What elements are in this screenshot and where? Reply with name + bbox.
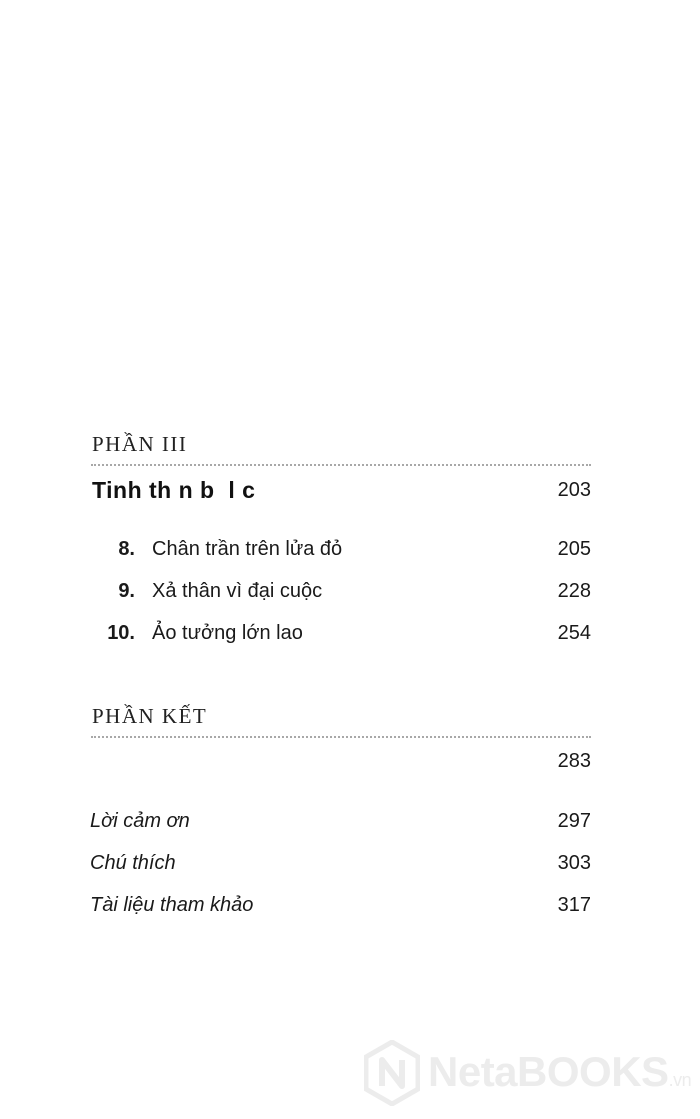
part-3-page-number: 203 [557, 479, 591, 501]
notes-page-number: 303 [557, 852, 591, 874]
watermark-text [428, 1048, 691, 1096]
notes-title: Chú thích [90, 852, 176, 874]
watermark [364, 1040, 694, 1110]
netabooks-logo-icon [364, 1040, 420, 1106]
part-end-divider [91, 736, 591, 738]
acknowledgements-page-number: 297 [557, 810, 591, 832]
watermark-brand: NetaBOOKS [428, 1048, 669, 1095]
chapter-10-page-number: 254 [557, 622, 591, 644]
chapter-9-title: Xả thân vì đại cuộc [152, 580, 323, 602]
part-3-divider [91, 464, 591, 466]
part-3-label: PHẦN III [92, 432, 188, 456]
part-end-page-number: 283 [557, 750, 591, 772]
chapter-9-page-number: 228 [557, 580, 591, 602]
chapter-8-page-number: 205 [557, 538, 591, 560]
chapter-8-title: Chân trần trên lửa đỏ [152, 538, 343, 560]
acknowledgements-title: Lời cảm ơn [90, 810, 190, 832]
part-3-title: Tinh th n b l c [92, 477, 256, 503]
chapter-10-number: 10. [107, 622, 135, 644]
chapter-9-number: 9. [118, 580, 135, 602]
part-end-label: PHẦN KẾT [92, 704, 208, 728]
watermark-suffix: .vn [668, 1070, 692, 1090]
references-title: Tài liệu tham khảo [90, 894, 254, 916]
references-page-number: 317 [557, 894, 591, 916]
chapter-8-number: 8. [118, 538, 135, 560]
chapter-10-title: Ảo tưởng lớn lao [152, 622, 303, 644]
